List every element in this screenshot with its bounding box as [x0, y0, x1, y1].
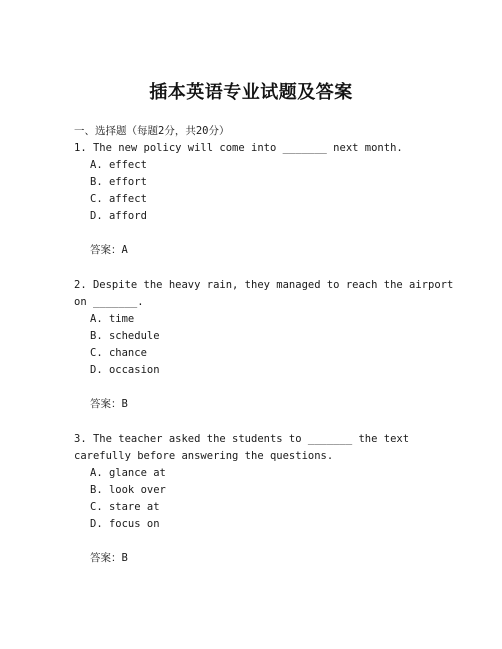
question-2-text-continued: on _______.: [74, 296, 144, 308]
question-3-option-b: B. look over: [90, 484, 166, 496]
question-2-text: 2. Despite the heavy rain, they managed to reach the airport: [74, 279, 454, 291]
question-1-answer: 答案：A: [90, 244, 128, 256]
question-1-option-a: A. effect: [90, 159, 147, 171]
question-2-option-d: D. occasion: [90, 364, 160, 376]
question-3-option-c: C. stare at: [90, 501, 160, 513]
question-2-option-b: B. schedule: [90, 330, 160, 342]
question-1-option-c: C. affect: [90, 193, 147, 205]
question-2-option-a: A. time: [90, 313, 135, 325]
page-title: 插本英语专业试题及答案: [149, 82, 353, 103]
question-3-option-a: A. glance at: [90, 467, 166, 479]
question-3-text-continued: carefully before answering the questions.: [74, 450, 334, 462]
question-3-option-d: D. focus on: [90, 518, 160, 530]
question-2-option-c: C. chance: [90, 347, 147, 359]
question-2-answer: 答案：B: [90, 398, 128, 410]
question-3-text: 3. The teacher asked the students to _______ the text: [74, 433, 410, 445]
question-1-option-b: B. effort: [90, 176, 147, 188]
section-heading: 一、选择题（每题2分，共20分）: [74, 125, 230, 137]
question-3-answer: 答案：B: [90, 552, 128, 564]
question-1-option-d: D. afford: [90, 210, 147, 222]
question-1-text: 1. The new policy will come into _______ next month.: [74, 142, 403, 154]
